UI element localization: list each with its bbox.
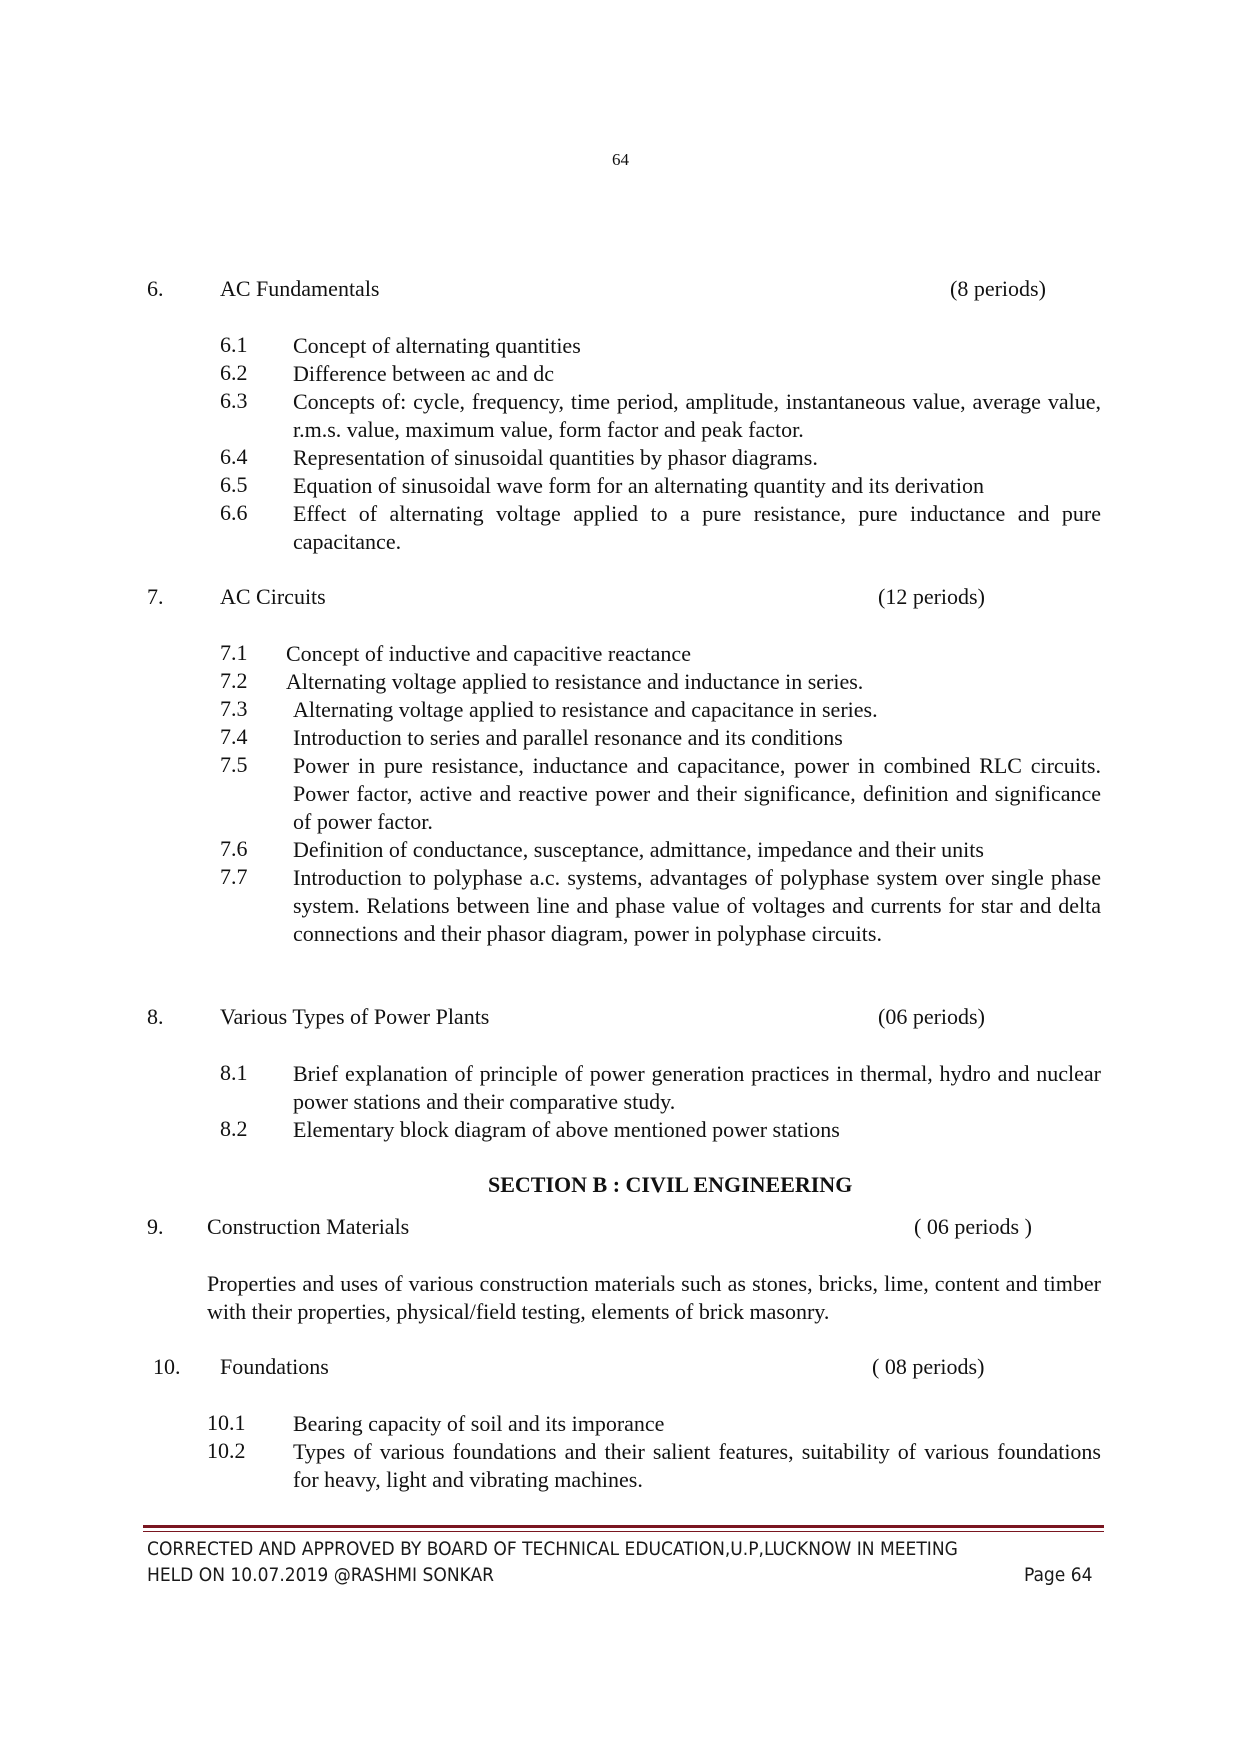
unit-periods: (06 periods) [878, 1004, 985, 1029]
item-number: 10.1 [207, 1410, 246, 1435]
unit-title: Various Types of Power Plants [220, 1004, 490, 1029]
item-text: Elementary block diagram of above mentioned power stations [293, 1117, 840, 1142]
item-number: 8.1 [220, 1060, 248, 1085]
footer-line-2: HELD ON 10.07.2019 @RASHMI SONKAR [147, 1564, 495, 1586]
item-text: Brief explanation of principle of power generation practices in thermal, hydro and nuclear power stations and their comparative study. [293, 1061, 1101, 1114]
unit-title: AC Fundamentals [220, 276, 380, 301]
item-number: 6.2 [220, 360, 248, 385]
unit-paragraph: Properties and uses of various construction materials such as stones, bricks, lime, content and timber with their properties, physical/field testing, elements of brick masonry. [207, 1271, 1101, 1324]
item-text: Difference between ac and dc [293, 361, 554, 386]
item-number: 6.3 [220, 388, 248, 413]
item-text: Alternating voltage applied to resistance and inductance in series. [286, 669, 864, 694]
item-text: Alternating voltage applied to resistance and capacitance in series. [293, 697, 878, 722]
unit-number: 9. [147, 1214, 164, 1239]
item-number: 6.1 [220, 332, 248, 357]
unit-periods: ( 06 periods ) [914, 1214, 1032, 1239]
top-page-number: 64 [612, 150, 629, 169]
item-number: 7.4 [220, 724, 248, 749]
unit-number: 7. [147, 584, 164, 609]
unit-title: Construction Materials [207, 1214, 410, 1239]
item-number: 6.4 [220, 444, 248, 469]
item-text: Definition of conductance, susceptance, admittance, impedance and their units [293, 837, 984, 862]
item-number: 7.5 [220, 752, 248, 777]
footer-line-1: CORRECTED AND APPROVED BY BOARD OF TECHNICAL EDUCATION,U.P,LUCKNOW IN MEETING [147, 1538, 958, 1560]
unit-periods: ( 08 periods) [872, 1354, 985, 1379]
unit-number: 8. [147, 1004, 164, 1029]
item-text: Introduction to polyphase a.c. systems, advantages of polyphase system over single phase system. Relations between line and phase value of voltages and currents for star and delta connections and their phasor diagram, power in polyphase circuits. [293, 865, 1101, 946]
item-text: Concept of alternating quantities [293, 333, 581, 358]
item-number: 7.3 [220, 696, 248, 721]
unit-title: AC Circuits [220, 584, 326, 609]
item-text: Equation of sinusoidal wave form for an alternating quantity and its derivation [293, 473, 984, 498]
item-text: Effect of alternating voltage applied to a pure resistance, pure inductance and pure capacitance. [293, 501, 1101, 554]
item-text: Types of various foundations and their salient features, suitability of various foundations for heavy, light and vibrating machines. [293, 1439, 1101, 1492]
item-text: Introduction to series and parallel resonance and its conditions [293, 725, 843, 750]
item-number: 7.6 [220, 836, 248, 861]
footer-rule [143, 1525, 1104, 1528]
item-number: 10.2 [207, 1438, 246, 1463]
item-number: 6.6 [220, 500, 248, 525]
unit-periods: (12 periods) [878, 584, 985, 609]
item-text: Power in pure resistance, inductance and capacitance, power in combined RLC circuits. Power factor, active and reactive power and their significance, definition and significance of power factor. [293, 753, 1101, 834]
item-text: Representation of sinusoidal quantities by phasor diagrams. [293, 445, 818, 470]
footer-page-label: Page 64 [1024, 1564, 1093, 1586]
item-number: 7.2 [220, 668, 248, 693]
item-text: Bearing capacity of soil and its imporance [293, 1411, 665, 1436]
item-text: Concept of inductive and capacitive reactance [286, 641, 691, 666]
unit-number: 6. [147, 276, 164, 301]
item-number: 7.7 [220, 864, 248, 889]
unit-periods: (8 periods) [950, 276, 1046, 301]
item-text: Concepts of: cycle, frequency, time period, amplitude, instantaneous value, average value, r.m.s. value, maximum value, form factor and peak factor. [293, 389, 1101, 442]
section-heading: SECTION B : CIVIL ENGINEERING [488, 1172, 853, 1197]
item-number: 7.1 [220, 640, 248, 665]
item-number: 8.2 [220, 1116, 248, 1141]
footer-rule-thin [143, 1531, 1104, 1532]
unit-title: Foundations [220, 1354, 329, 1379]
unit-number: 10. [153, 1354, 181, 1379]
item-number: 6.5 [220, 472, 248, 497]
